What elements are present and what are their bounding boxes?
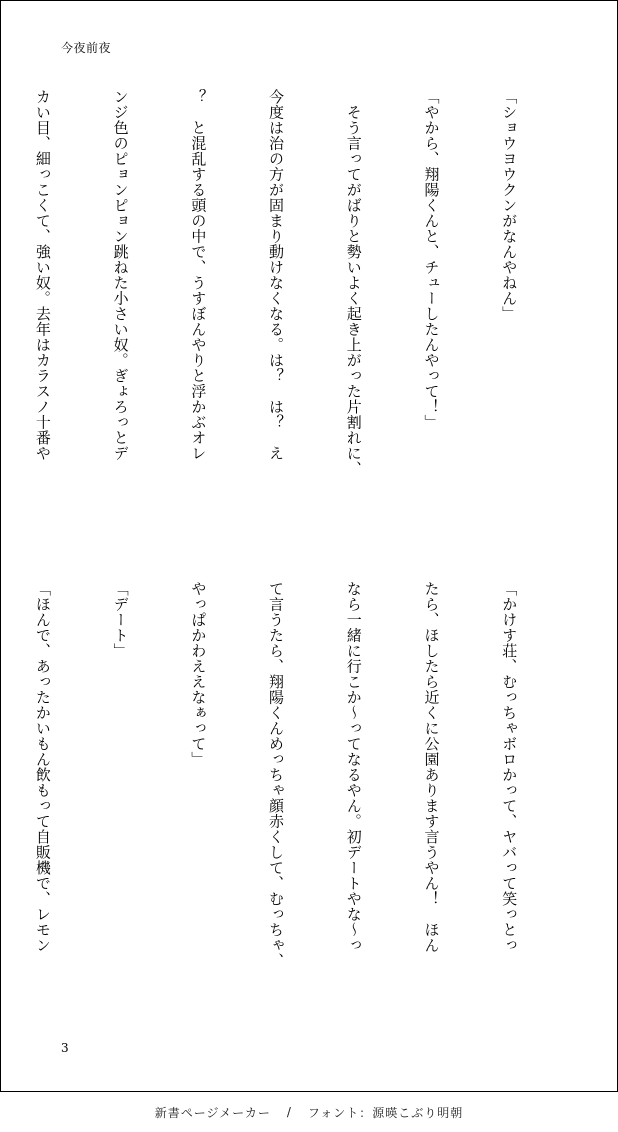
- page-number: 3: [61, 1041, 69, 1055]
- text-line: そう言ってがばりと勢いよく起き上がった片割れに、: [344, 89, 363, 477]
- footer-font-credit: フォント：源暎こぶり明朝: [307, 1105, 464, 1120]
- text-line: 「デート」: [111, 581, 130, 659]
- text-line: ？ と混乱する頭の中で、うすぼんやりと浮かぶオレ: [189, 89, 208, 461]
- footer-app-name: 新書ページメーカー: [154, 1105, 271, 1120]
- text-line: たら、ほしたら近くに公園あります言うやん！ ほん: [422, 581, 441, 953]
- text-line: ンジ色のピョンピョン跳ねた小さい奴。ぎょろっとデ: [111, 89, 130, 461]
- running-head: 今夜前夜: [61, 41, 112, 55]
- footer-separator: /: [286, 1105, 292, 1119]
- text-line: 「かけす荘、むっちゃボロかって、ヤバって笑っとっ: [500, 581, 519, 953]
- text-line: 「ほんで、あったかいもん飲もって自販機で、レモン: [33, 581, 52, 953]
- footer-credit: [0, 1092, 618, 1132]
- text-line: 「やから、翔陽くんと、チューしたんやって！」: [422, 89, 441, 430]
- text-line: て言うたら、翔陽くんめっちゃ顔赤くして、むっちゃ、: [267, 581, 286, 969]
- text-line: 今度は治の方が固まり動けなくなる。は？ は？ え: [267, 89, 286, 461]
- text-line: やっぱかわええなぁって」: [189, 581, 208, 767]
- text-line: 「ショウヨウクンがなんやねん」: [500, 89, 519, 322]
- text-block-top: [0, 89, 573, 561]
- text-line: なら一緒に行こか～ってなるやん。初デートやな～っ: [344, 581, 363, 953]
- text-block-bottom: [0, 581, 573, 1053]
- text-line: カい目、細っこくて、強い奴。去年はカラスノ十番や: [33, 89, 52, 461]
